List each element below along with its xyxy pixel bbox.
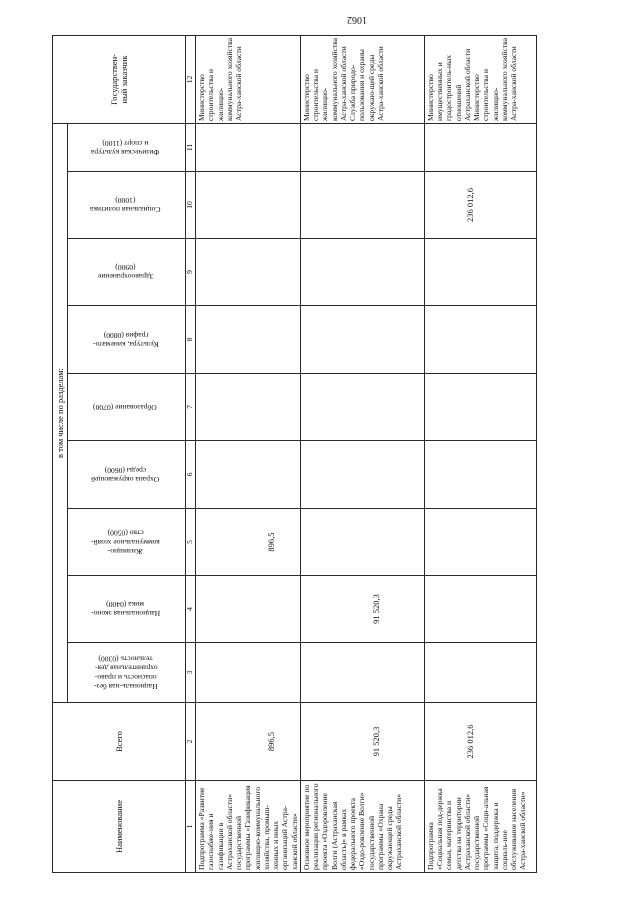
- row-value: [300, 643, 424, 703]
- row-value: 236 012,6: [424, 172, 536, 239]
- row-value: [300, 441, 424, 509]
- row-value: [196, 643, 301, 703]
- row-value: [300, 172, 424, 239]
- row-value: [196, 172, 301, 239]
- row-value: [196, 441, 301, 509]
- budget-table: [52, 35, 537, 873]
- header-section-0400: [68, 576, 186, 643]
- page-number-text: 1062: [347, 14, 367, 26]
- header-name: Наименование: [53, 781, 186, 873]
- row-value: [196, 374, 301, 441]
- header-section-0300: [68, 643, 186, 703]
- row-customer: Министерство строительства и жилищно-коммунального хозяйства Астра-ханской области Служба природо-пользования и охраны окружаю-щей среды Астра-ханской области: [300, 35, 424, 123]
- row-total: 236 012,6: [424, 703, 536, 781]
- table-row: [196, 35, 301, 872]
- header-section-0600: [68, 441, 186, 509]
- row-value: 896,5: [196, 509, 301, 576]
- col-number: 11: [186, 123, 196, 171]
- row-name: Основное мероприятие по реализации регионального проекта «Оздоровление Волги (Астраханская область)» в рамках федерального проекта «Оздо-ровление Волги» государственной программы «Охрана окружающей среды Астраханской области»: [300, 781, 424, 873]
- row-value: [424, 576, 536, 643]
- header-section-label: Образование (0700): [93, 402, 158, 412]
- row-customer: Министерство строительства и жилищно-коммунального хозяйства Астра-ханской области: [196, 35, 301, 123]
- row-customer: Министерство имущественных и градостроитель-ных отношений Астраханской области Министерство строительства и жилищно-коммунального хозяйства Астра-ханской области: [424, 35, 536, 123]
- row-value: [196, 239, 301, 306]
- header-section-0800: [68, 306, 186, 374]
- col-number: 10: [186, 172, 196, 239]
- col-number: 9: [186, 239, 196, 306]
- row-value: [424, 643, 536, 703]
- row-value: [424, 441, 536, 509]
- header-section-label: Национальная эконо- мика (0400): [90, 600, 160, 619]
- row-value: 91 520,3: [300, 576, 424, 643]
- table-row: [300, 35, 424, 872]
- header-section-0500: [68, 509, 186, 576]
- table-row: [424, 35, 536, 872]
- col-number: 1: [186, 781, 196, 873]
- header-section-label: Здравоохранение (0900): [97, 263, 154, 282]
- row-value: [300, 306, 424, 374]
- header-customer: Государствен- ный заказчик: [53, 35, 186, 123]
- col-number: 8: [186, 306, 196, 374]
- row-value: [300, 239, 424, 306]
- col-number: 7: [186, 374, 196, 441]
- header-section-label: Физическая культура и спорт (1100): [91, 138, 160, 157]
- col-number: 6: [186, 441, 196, 509]
- row-value: [300, 374, 424, 441]
- row-value: [424, 239, 536, 306]
- rotated-page: [52, 5, 640, 875]
- header-section-label: Социальная политика (1000): [90, 196, 161, 215]
- row-value: [424, 123, 536, 171]
- header-section-label: Националь-ная без- опасность и право- охранительная дея- тельность (0300): [93, 654, 158, 691]
- row-name: Подпрограмма «Развитие газоснабже-ния и газификации в Астраханской области» государственной программы «Газификация жилищно-коммунального хозяйства, промыш-ленных и иных организаций Астра-ханской области»: [196, 781, 301, 873]
- header-section-label: Охрана окружающей среды (0600): [91, 465, 160, 484]
- page-number: [52, 9, 640, 31]
- column-number-row: [186, 35, 196, 872]
- header-total: Всего: [53, 703, 186, 781]
- row-value: [424, 509, 536, 576]
- row-value: [196, 123, 301, 171]
- col-number: 4: [186, 576, 196, 643]
- header-section-label: Культура, кинемато- графия (0800): [92, 330, 159, 349]
- header-section-label: Жилищно- коммунальное хозяй- ство (0500): [91, 528, 160, 556]
- row-name: Подпрограмма «Социальная под-держка семьи, материнства и детства на территории Астраханской области» государственной программы «Соци-альная защита, поддержка и социаль-ное обслуживание населения Астра-ханской области»: [424, 781, 536, 873]
- col-number: 2: [186, 703, 196, 781]
- header-section-1100: [68, 123, 186, 171]
- row-value: [424, 374, 536, 441]
- row-value: [424, 306, 536, 374]
- row-total: 91 520,3: [300, 703, 424, 781]
- row-value: [196, 306, 301, 374]
- group-header-row: [53, 35, 68, 872]
- col-number: 5: [186, 509, 196, 576]
- row-value: [300, 509, 424, 576]
- header-section-0700: [68, 374, 186, 441]
- row-value: [196, 576, 301, 643]
- header-section-0900: [68, 239, 186, 306]
- header-section-1000: [68, 172, 186, 239]
- col-number: 3: [186, 643, 196, 703]
- row-value: [300, 123, 424, 171]
- header-group: в том числе по разделам:: [53, 123, 68, 702]
- col-number: 12: [186, 35, 196, 123]
- row-total: 896,5: [196, 703, 301, 781]
